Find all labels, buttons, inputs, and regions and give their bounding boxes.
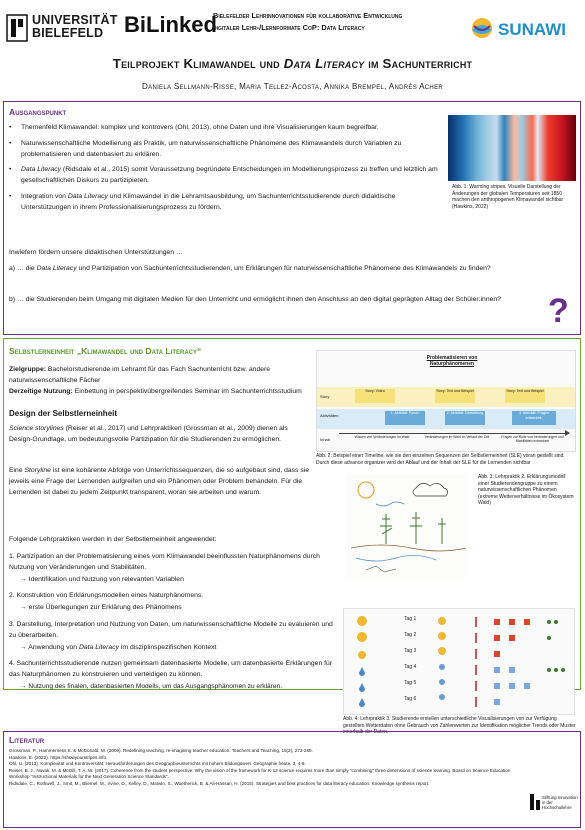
title-part-2: Data Literacy	[283, 56, 365, 71]
fig4-caption: Abb. 4: Lehrpraktik 3. Studierende erstellen unterschiedliche Visualisierungen von zur Verfügung gestellten Wetterdaten ohne Gebrauch von Zahlenwerten zur Identifikation möglicher Trends oder Muster innerhalb der Daten.	[343, 716, 576, 735]
zielgruppe-label: Zielgruppe:	[9, 366, 47, 373]
lehrpraktik-2: 2. Konstruktion von Erklärungsmodellen eines Naturphänomens.	[9, 592, 204, 599]
research-question-b: b) … die Studierenden beim Umgang mit digitalen Medien für den Unterricht und ermöglicht ihnen den Anschluss an den digital geprägten Alltag der Schüler:innen?	[9, 296, 501, 303]
design-heading: Design der Selbstlerneinheit	[9, 409, 118, 418]
design-paragraph-2	[9, 465, 311, 498]
university-line-2: BIELEFELD	[32, 26, 104, 40]
question-mark-icon: ?	[548, 292, 569, 330]
bullet-3-italic: Data Literacy	[21, 166, 62, 173]
fig1-caption: Abb. 1: Warming stripes. Visuelle Darstellung der Änderungen der globalen Temperaturen seit 1850 machen den anthropogenen Klimawandel sichtbar (Hawkins, 2022)	[452, 184, 564, 210]
day-label-1: Tag 1	[404, 616, 417, 622]
lehrpraktik-1: 1. Partizipation an der Problematisierung eines vom Klimawandel beeinflussten Naturphänomens durch Nutzung von Veränderungen und Stabilitäten.	[9, 553, 320, 571]
zielgruppe	[9, 364, 309, 386]
header-line-2: digitaler Lehr-/Lernformate CoP: Data Literacy	[213, 23, 365, 32]
timeline-activity-2: 2. Aktivität: Darstellung	[445, 411, 485, 425]
bullet-4-italic: Data Literacy	[67, 192, 108, 200]
timeline-story-3: Story: Text und Beispiel	[505, 389, 545, 403]
header-line-1: Bielefelder Lehrinnovationen für kollaborative Entwicklung	[213, 11, 403, 20]
question-a-prefix: a) … die	[9, 265, 37, 272]
timeline-activity-3: 3. Aktivität: Fragen entwickeln	[512, 411, 556, 425]
title-part-3: im Sachunterricht	[364, 56, 473, 71]
fig3-caption: Abb. 3: Lehrpraktik 2. Erklärungsmodell einer Studierendengruppe zu einem naturwissenschaftlichen Phänomen (extreme Wetterverhältnisse im Ökosystem Wald)	[478, 474, 574, 506]
day-label-6: Tag 6	[404, 696, 417, 702]
lehrpraktik-4-sub: → Nutzung des finalen, datenbasierten Modells, um das Ausgangsphänomen zu erklären.	[20, 683, 283, 690]
day-label-5: Tag 5	[404, 680, 417, 686]
selbstlerneinheit-heading: Selbstlerneinheit „Klimawandel und Data Literacy“	[9, 346, 202, 356]
header-project-description	[213, 10, 468, 34]
timeline-story-2: Story: Text und Beispiel	[435, 389, 475, 403]
timeline-story-1: Story: Video	[355, 389, 395, 403]
lehrpraktik-3: 3. Darstellung, Interpretation und Nutzung von Daten, um naturwissenschaftliche Modelle zu evaluieren und zu überarbeiten.	[9, 621, 333, 639]
research-question-a	[9, 263, 574, 274]
lp3-sub-italic: Data Literacy	[78, 644, 119, 651]
fig2-caption: Abb. 2: Beispiel einer Timeline, wie sie den einzelnen Sequenzen der Selbstlerneinheit (SLE) voran gestellt sind. Durch diese advance organizer wird der Ablauf und der Inhalt der SLE für die Lernenden sichtbar	[316, 453, 565, 466]
university-name	[32, 14, 118, 40]
bullet-3-text: (Ridsdale et al., 2015) somit Voraussetzung begründete Entscheidungen im Modellierungsprozess zu treffen und letztlich am gesellschaftlichen Diskurs zu partizipieren.	[21, 166, 438, 184]
research-question-intro: Inwiefern fördern unsere didaktischen Unterstützungen …	[9, 249, 183, 256]
design-1-italic: Science storylines	[9, 425, 64, 432]
bullet-4-text-a: Integration von	[21, 192, 68, 200]
lehrpraktik-4: 4. Sachunterrichtsstudierende nutzen gemeinsam datenbasierte Modelle, um datenbasierte Erklärungen für das Naturphänomen zu konstruieren und verteidigen zu können.	[9, 660, 333, 678]
bilinked-logo-text: BiLinked	[124, 12, 217, 37]
university-line-1: UNIVERSITÄT	[32, 13, 118, 27]
poster-title	[0, 56, 585, 71]
literatur-heading: Literatur	[9, 735, 45, 745]
timeline-content-1: Wissen von Veränderungen im Wald	[354, 435, 410, 439]
reference-3: Ohl, U. (2013). Komplexität und Kontroversität: Herausforderungen des Geographieunterrichts mit hohem Bildungswert. Geographie heute, 3, 4-8.	[9, 761, 306, 767]
lp3-sub-text: im disziplinspezifischen Kontext	[119, 644, 217, 651]
ausgangspunkt-bullet-4	[9, 191, 445, 213]
lehrpraktiken-intro: Folgende Lehrpraktiken werden in der Selbstlerneinheit angewendet:	[9, 536, 217, 543]
bilinked-logo	[124, 12, 217, 38]
nutzung-label: Derzeitige Nutzung:	[9, 388, 73, 395]
stiftung-logo-text: Stiftung Innovation in der Hochschullehre	[542, 795, 578, 810]
reference-2: Hawkins, E. (2022). https://showyourstripes.info	[9, 754, 107, 760]
lehrpraktik-1-sub: → Identifikation und Nutzung von relevanten Variablen	[20, 576, 184, 583]
day-label-3: Tag 3	[404, 648, 417, 654]
warming-stripes-image	[448, 115, 576, 181]
question-a-text: und Partizipation von Sachunterrichtsstudierenden, um Erklärungen für naturwissenschaftliche Phänomene des Klimawandels zu finden?	[76, 265, 491, 272]
design-2-text: ist eine kohärente Abfolge von Unterrichtssequenzen, die so aufgebaut sind, dass sie jeweils eine Frage der Lernenden aufgreifen und ein Phänomen oder Problem behandeln. Für die Lernenden ist dabei zu jedem Zeitpunkt transparent, woran sie arbeiten und warum.	[9, 467, 310, 496]
sunawi-logo	[470, 16, 582, 40]
design-paragraph-1	[9, 423, 311, 445]
reference-5: Ridsdale, C., Rothwell, J., Smit, M., Bliemel, M., Irvine, D., Kelley, D., Matwin, S., Wuetherick, B. & Ali-Hassan, H. (2015). Strategies and best practices for data literacy education: Knowledge synthesis report.	[9, 780, 430, 786]
design-1-text: (Reiser et al., 2017) und Lehrpraktiken (Grossman et al., 2009) dienen als Design-Grundlage, um bedeutungsvolle Partizipation für die Studierenden zu ermöglichen.	[9, 425, 288, 443]
bullet-4-text-b: und Klimawandel in die Lehramtsausbildung, um Sachunterrichtsstudierende durch didaktische Unterstützungen in ihrem Professionalisierungsprozess zu fördern.	[21, 192, 396, 211]
sunawi-logo-text: SUNAWI	[498, 20, 566, 39]
timeline-title: Problematisieren von Naturphänomenen	[426, 355, 478, 367]
ausgangspunkt-bullet-2: • Naturwissenschaftliche Modellierung als Praktik, um naturwissenschaftliche Phänomene des Klimawandels durch Variablen zu problematisieren und datenbasiert zu erklären.	[9, 138, 445, 160]
storyline-timeline-figure	[316, 350, 576, 452]
nutzung-text: Einbettung in perspektivübergreifendes Seminar im Sachunterrichtsstudium	[72, 388, 302, 395]
timeline-story-label: Story	[320, 394, 330, 399]
timeline-activity-label: Aktivitäten	[320, 413, 339, 418]
timeline-content-label: Inhalt	[320, 437, 330, 442]
stiftung-logo-icon	[530, 794, 540, 810]
title-part-1: Teilprojekt Klimawandel und	[112, 56, 284, 71]
timeline-content-3: Fragen zur Rolle von Veränderungen und Stabilitäten entwickeln	[501, 435, 564, 443]
timeline-content-2: Veränderungen im Wald im Verlauf der Zeit	[424, 435, 490, 439]
warming-stripes-label: Global temperature change (1850-2022)	[452, 110, 515, 114]
reference-1: Grossman, P., Hammerness,K. & McDonald, M. (2009). Redefining teaching, re-imagining teacher education. Teachers and Teaching, 15(2), 273-289.	[9, 748, 313, 753]
design-2-prefix: Eine	[9, 467, 25, 474]
timeline-activity-1: 1. Aktivität: Forum	[385, 411, 425, 425]
timeline-axis	[339, 433, 569, 434]
student-model-sketch	[346, 474, 466, 580]
ausgangspunkt-bullet-1: • Themenfeld Klimawandel: komplex und kontrovers (Ohl, 2013), ohne Daten und ihre Visualisierungen kaum begreifbar.	[9, 122, 445, 133]
weather-visualization-figure	[343, 608, 575, 715]
day-label-2: Tag 2	[404, 632, 417, 638]
literatur-list	[9, 748, 529, 788]
day-label-4: Tag 4	[404, 664, 417, 670]
lehrpraktik-3-sub	[20, 642, 216, 653]
ausgangspunkt-list	[9, 122, 445, 217]
design-2-italic: Storyline	[24, 467, 51, 474]
reference-4: Reiser, B. J., Novak, M. & McGill, T. A. W. (2017). Coherence from the student perspective: Why the vision of the framework for K-12 science requires more than simply “combining” three dimensions of science learning. Board on Science Education Workshop “Instructional Materials for the Next Generation Science Standards”.	[9, 767, 511, 780]
question-a-italic: Data Literacy	[36, 265, 77, 272]
authors: Daniela Sellmann-Risse, Maria Tellez-Acosta, Annika Brempel, Andrés Acher	[142, 82, 443, 91]
lp3-sub-prefix: → Anwendung von	[20, 644, 79, 651]
ausgangspunkt-heading: Ausgangspunkt	[9, 107, 67, 117]
ausgangspunkt-bullet-3	[9, 164, 445, 186]
zielgruppe-text: Bachelorstudierende im Lehramt für das Fach Sachunterricht bzw. andere naturwissenschaftliche Fächer	[9, 366, 271, 384]
weather-symbols-grid	[344, 609, 574, 714]
derzeitige-nutzung	[9, 386, 309, 397]
university-logo-icon	[6, 14, 28, 42]
lehrpraktik-2-sub: → erste Überlegungen zur Erklärung des Phänomens	[20, 604, 182, 611]
